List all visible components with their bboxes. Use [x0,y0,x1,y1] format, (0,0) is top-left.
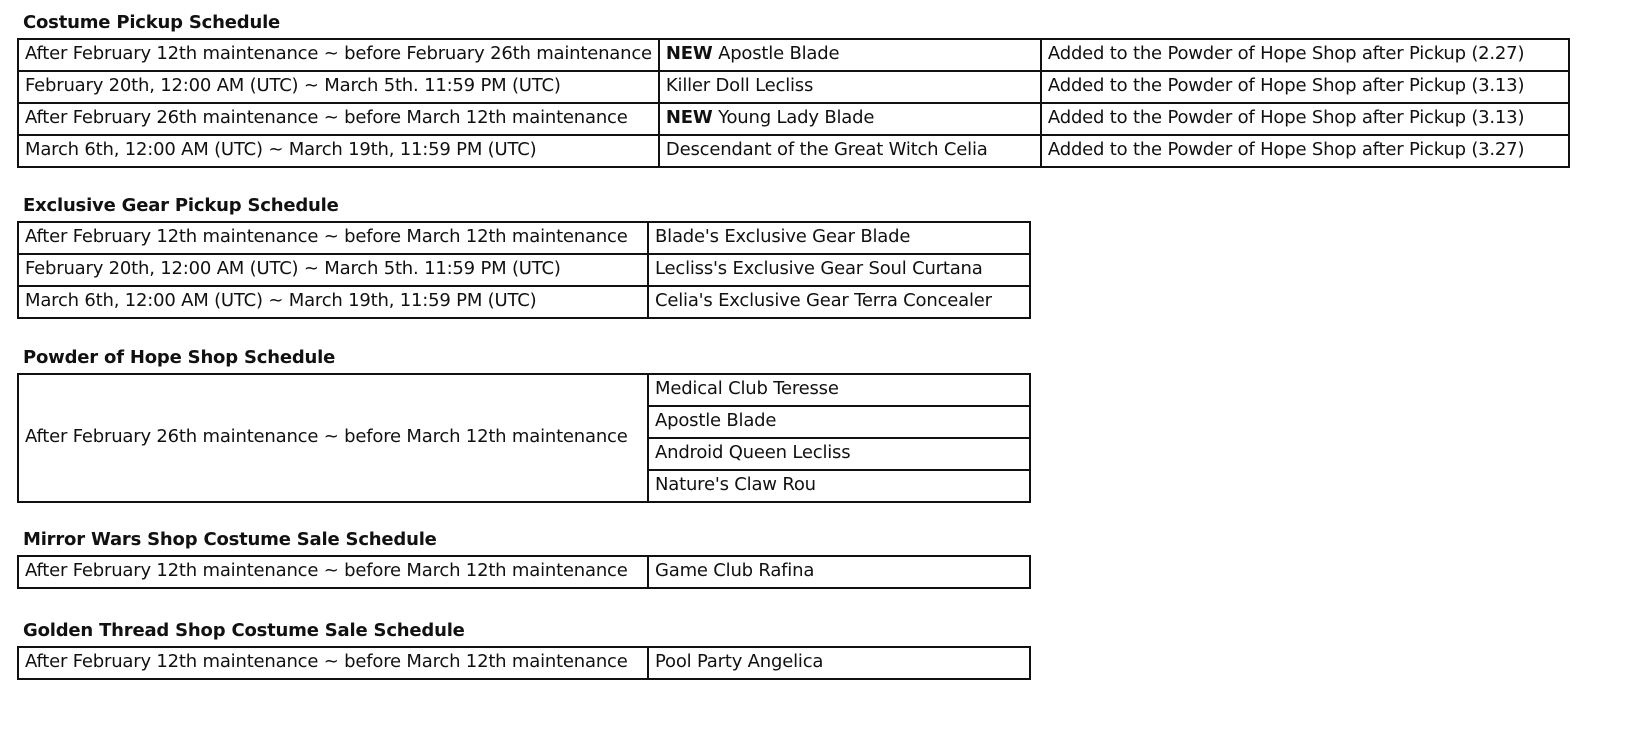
item-cell [659,39,1041,71]
item-name: Young Lady Blade [718,107,875,128]
period-cell: February 20th, 12:00 AM (UTC) ~ March 5th. 11:59 PM (UTC) [18,254,648,286]
item-cell: Apostle Blade [648,406,1030,438]
period-cell: After February 12th maintenance ~ before March 12th maintenance [18,556,648,588]
note-cell: Added to the Powder of Hope Shop after Pickup (3.13) [1041,103,1569,135]
period-cell: March 6th, 12:00 AM (UTC) ~ March 19th, 11:59 PM (UTC) [18,286,648,318]
powder-of-hope-table [17,373,1031,503]
mirror-wars-table [17,555,1031,589]
item-cell: Descendant of the Great Witch Celia [659,135,1041,167]
golden-thread-table [17,646,1031,680]
table-row [18,286,1030,318]
item-cell: Blade's Exclusive Gear Blade [648,222,1030,254]
item-cell: Pool Party Angelica [648,647,1030,679]
period-cell: After February 12th maintenance ~ before March 12th maintenance [18,647,648,679]
exclusive-gear-section [17,195,1031,319]
costume-pickup-section [17,12,1570,168]
table-row [18,103,1569,135]
period-cell: After February 26th maintenance ~ before March 12th maintenance [18,374,648,502]
period-cell: March 6th, 12:00 AM (UTC) ~ March 19th, 11:59 PM (UTC) [18,135,659,167]
item-cell: Nature's Claw Rou [648,470,1030,502]
costume-pickup-title: Costume Pickup Schedule [23,12,281,33]
item-cell: Game Club Rafina [648,556,1030,588]
table-row [18,71,1569,103]
period-cell: After February 12th maintenance ~ before March 12th maintenance [18,222,648,254]
golden-thread-section [17,620,1031,680]
item-name: Apostle Blade [718,43,840,64]
exclusive-gear-title: Exclusive Gear Pickup Schedule [23,195,339,216]
new-tag: NEW [665,43,713,64]
costume-pickup-table [17,38,1570,168]
table-row [18,254,1030,286]
exclusive-gear-table [17,221,1031,319]
item-cell [659,103,1041,135]
table-row [18,556,1030,588]
table-row [18,135,1569,167]
item-cell: Medical Club Teresse [648,374,1030,406]
period-cell: After February 26th maintenance ~ before March 12th maintenance [18,103,659,135]
item-cell: Android Queen Lecliss [648,438,1030,470]
table-row [18,647,1030,679]
note-cell: Added to the Powder of Hope Shop after Pickup (2.27) [1041,39,1569,71]
period-cell: February 20th, 12:00 AM (UTC) ~ March 5th. 11:59 PM (UTC) [18,71,659,103]
note-cell: Added to the Powder of Hope Shop after Pickup (3.13) [1041,71,1569,103]
table-row [18,222,1030,254]
mirror-wars-title: Mirror Wars Shop Costume Sale Schedule [23,529,437,550]
table-row [18,39,1569,71]
mirror-wars-section [17,529,1031,589]
item-cell: Killer Doll Lecliss [659,71,1041,103]
note-cell: Added to the Powder of Hope Shop after Pickup (3.27) [1041,135,1569,167]
period-cell: After February 12th maintenance ~ before February 26th maintenance [18,39,659,71]
golden-thread-title: Golden Thread Shop Costume Sale Schedule [23,620,465,641]
powder-of-hope-section [17,347,1031,503]
table-row [18,374,1030,406]
item-cell: Lecliss's Exclusive Gear Soul Curtana [648,254,1030,286]
powder-of-hope-title: Powder of Hope Shop Schedule [23,347,336,368]
item-cell: Celia's Exclusive Gear Terra Concealer [648,286,1030,318]
new-tag: NEW [665,107,713,128]
